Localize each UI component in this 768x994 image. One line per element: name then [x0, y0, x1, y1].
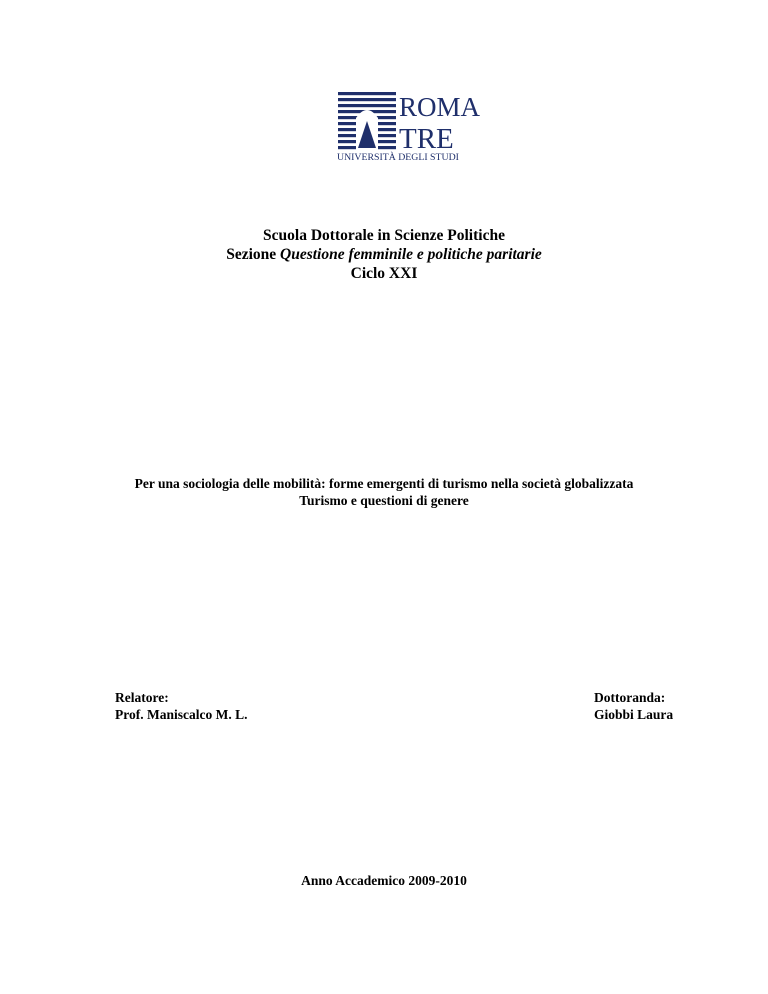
candidate-label: Dottoranda:	[594, 690, 666, 705]
logo-word-tre: TRE	[399, 123, 454, 155]
thesis-subtitle: Turismo e questioni di genere	[299, 493, 469, 508]
thesis-title-block	[0, 475, 768, 509]
section-line	[0, 245, 768, 264]
candidate-block	[594, 689, 673, 723]
candidate-name: Giobbi Laura	[594, 707, 674, 722]
section-prefix: Sezione	[226, 246, 277, 263]
school-name: Scuola Dottorale in Scienze Politiche	[263, 227, 505, 244]
logo-word-roma: ROMA	[399, 92, 480, 122]
logo-tagline: UNIVERSITÀ DEGLI STUDI	[337, 152, 459, 163]
academic-year: Anno Accademico 2009-2010	[301, 873, 467, 888]
thesis-title: Per una sociologia delle mobilità: forme emergenti di turismo nella società globalizzata	[134, 476, 634, 491]
section-name: Questione femminile e politiche paritarie	[280, 246, 542, 263]
cycle: Ciclo XXI	[350, 265, 418, 282]
advisor-name: Prof. Maniscalco M. L.	[115, 707, 248, 722]
advisor-label: Relatore:	[115, 690, 169, 705]
heading-block	[0, 226, 768, 283]
advisor-block	[115, 689, 247, 723]
roma-tre-logo	[336, 88, 480, 164]
